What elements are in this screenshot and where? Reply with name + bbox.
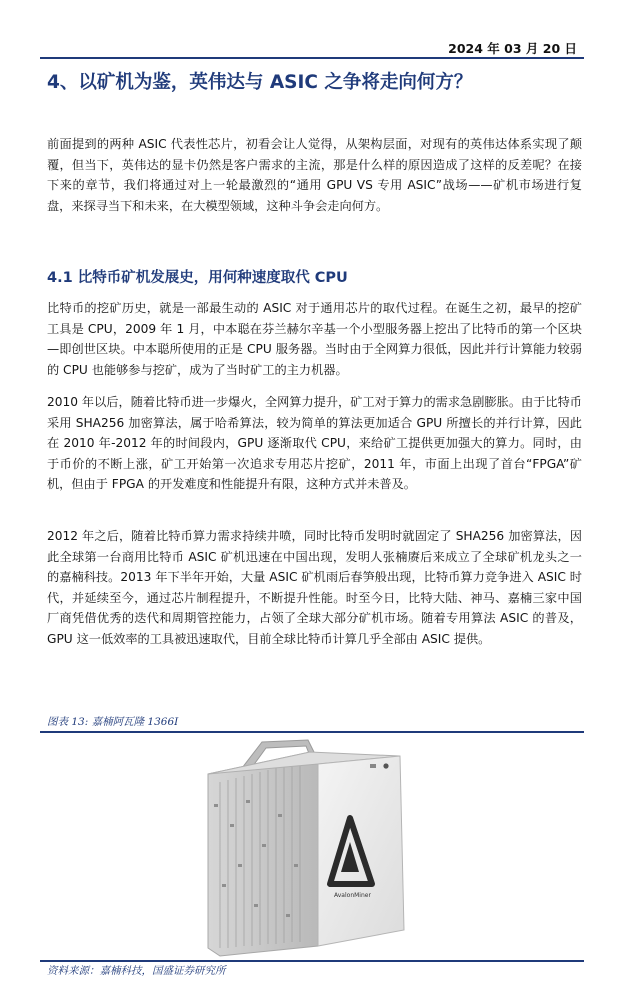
asic-miner-illustration xyxy=(190,734,430,958)
paragraph-asic-era: 2012 年之后，随着比特币算力需求持续井喷，同时比特币发明时就固定了 SHA256 加密算法，因此全球第一台商用比特币 ASIC 矿机迅速在中国出现，发明人张楠赓后来成立了全球矿机龙头之一的嘉楠科技。2013 年下半年开始，大量 ASIC 矿机雨后春笋般出现，比特币算力竞争进入 ASIC 时代，并延续至今，通过芯片制程提升，不断提升性能。时至今日，比特大陆、神马、嘉楠三家中国厂商凭借优秀的迭代和周期管控能力，占领了全球大部分矿机市场。随着专用算法 ASIC 的普及，GPU 这一低效率的工具被迅速取代，目前全球比特币计算几乎全部由 ASIC 提供。 xyxy=(47,529,582,646)
figure-source: 资料来源：嘉楠科技，国盛证券研究所 xyxy=(47,965,226,977)
miner-logo-text: AvalonMiner xyxy=(334,892,371,899)
subsection-title: 4.1 比特币矿机发展史，用何种速度取代 CPU xyxy=(47,270,348,286)
figure-bottom-rule xyxy=(40,960,584,962)
header-divider xyxy=(40,57,584,59)
intro-paragraph: 前面提到的两种 ASIC 代表性芯片，初看会让人觉得，从架构层面，对现有的英伟达体系实现了颠覆，但当下，英伟达的显卡仍然是客户需求的主流，那是什么样的原因造成了这样的反差呢？在接下来的章节，我们将通过对上一轮最激烈的“通用 GPU VS 专用 ASIC”战场——矿机市场进行复盘，来探寻当下和未来，在大模型领域，这种斗争会走向何方。 xyxy=(47,137,582,213)
paragraph-cpu-era: 比特币的挖矿历史，就是一部最生动的 ASIC 对于通用芯片的取代过程。在诞生之初，最早的挖矿工具是 CPU，2009 年 1 月，中本聪在芬兰赫尔辛基一个小型服务器上挖出了比特币的第一个区块—即创世区块。中本聪所使用的正是 CPU 服务器。当时由于全网算力很低，因此并行计算能力较弱的 CPU 也能够参与挖矿，成为了当时矿工的主力机器。 xyxy=(47,301,582,377)
section-title: 4、以矿机为鉴，英伟达与 ASIC 之争将走向何方？ xyxy=(47,72,473,93)
report-date: 2024 年 03 月 20 日 xyxy=(448,41,577,56)
figure-top-rule xyxy=(40,731,584,733)
figure-caption: 图表 13: 嘉楠阿瓦隆 1366I xyxy=(47,716,179,728)
asic-miner-figure xyxy=(190,734,430,958)
paragraph-gpu-era: 2010 年以后，随着比特币进一步爆火，全网算力提升，矿工对于算力的需求急剧膨胀。由于比特币采用 SHA256 加密算法，属于哈希算法，较为简单的算法更加适合 GPU 所擅长的并行计算，因此在 2010 年-2012 年的时间段内，GPU 逐渐取代 CPU，来给矿工提供更加强大的算力。同时，由于币价的不断上涨，矿工开始第一次追求专用芯片挖矿，2011 年，市面上出现了首台“FPGA”矿机，但由于 FPGA 的开发难度和性能提升有限，这种方式并未普及。 xyxy=(47,395,582,491)
